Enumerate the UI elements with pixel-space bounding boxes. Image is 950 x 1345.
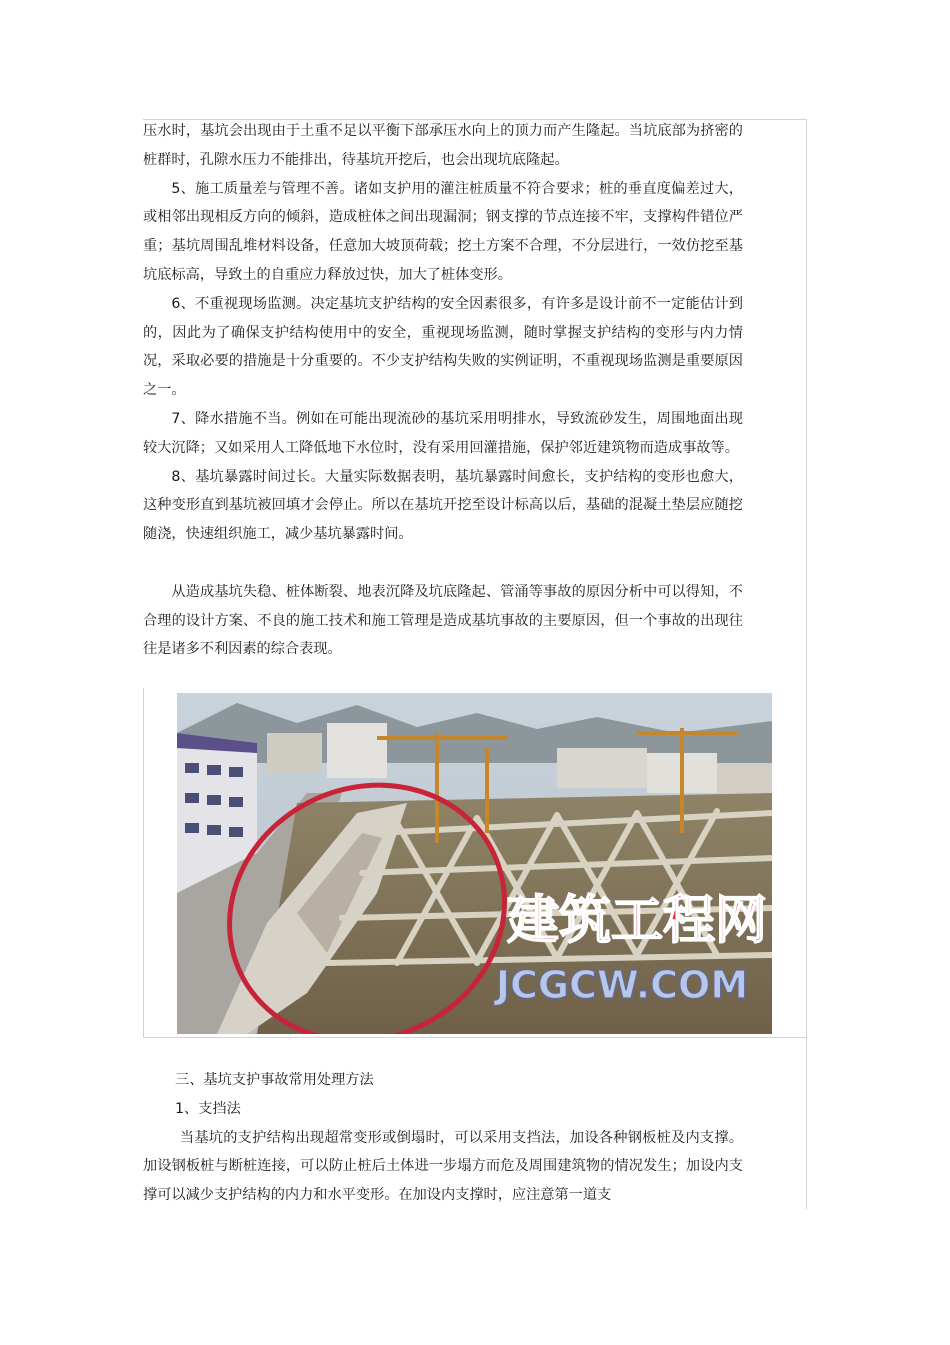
frame-left-line-image	[143, 688, 144, 1038]
frame-right-line	[806, 119, 807, 1209]
paragraph-summary: 从造成基坑失稳、桩体断裂、地表沉降及坑底隆起、管涌等事故的原因分析中可以得知，不合理的设计方案、不良的施工技术和施工管理是造成基坑事故的主要原因，但一个事故的出现往往是诸多不利因素的综合表现。	[143, 583, 743, 658]
watermark-chinese: 建筑工程网	[506, 891, 768, 951]
paragraph-item-5: 5、施工质量差与管理不善。诸如支护用的灌注桩质量不符合要求；桩的垂直度偏差过大，或相邻出现相反方向的倾斜，造成桩体之间出现漏洞；钢支撑的节点连接不牢，支撑构件错位严重；基坑周围乱堆材料设备，任意加大坡顶荷载；挖土方案不合理，不分层进行，一效仿挖至基坑底标高，导致土的自重应力释放过快，加大了桩体变形。	[143, 180, 743, 283]
collapse-photo-illustration	[177, 693, 772, 1034]
watermark-url: JCGCW.COM	[495, 963, 749, 1007]
paragraph-method-1: 当基坑的支护结构出现超常变形或倒塌时，可以采用支挡法，加设各种钢板桩及内支撑。加设钢板桩与断桩连接，可以防止桩后土体进一步塌方而危及周围建筑物的情况发生；加设内支撑可以减少支护结构的内力和水平变形。在加设内支撑时，应注意第一道支	[143, 1129, 743, 1204]
frame-divider-line	[143, 1037, 807, 1038]
collapse-photo	[177, 693, 772, 1034]
paragraph-item-6: 6、不重视现场监测。决定基坑支护结构的安全因素很多，有许多是设计前不一定能估计到的，因此为了确保支护结构使用中的安全，重视现场监测，随时掌握支护结构的变形与内力情况，采取必要的措施是十分重要的。不少支护结构失败的实例证明，不重视现场监测是重要原因之一。	[143, 295, 743, 399]
paragraph-item-8: 8、基坑暴露时间过长。大量实际数据表明，基坑暴露时间愈长，支护结构的变形也愈大，这种变形直到基坑被回填才会停止。所以在基坑开挖至设计标高以后，基础的混凝土垫层应随挖随浇，快速组织施工，减少基坑暴露时间。	[143, 468, 743, 543]
paragraph-gap	[143, 549, 743, 578]
paragraph-item-7: 7、降水措施不当。例如在可能出现流砂的基坑采用明排水，导致流砂发生，周围地面出现较大沉降；又如采用人工降低地下水位时，没有采用回灌措施，保护邻近建筑物而造成事故等。	[143, 410, 743, 456]
upper-text-block	[143, 117, 743, 664]
paragraph-continuation: 压水时，基坑会出现由于土重不足以平衡下部承压水向上的顶力而产生隆起。当坑底部为挤密的桩群时，孔隙水压力不能排出，待基坑开挖后，也会出现坑底隆起。	[143, 123, 743, 168]
subsection-heading: 1、支挡法	[175, 1100, 241, 1117]
lower-text-block	[143, 1066, 743, 1210]
section-heading: 三、基坑支护事故常用处理方法	[175, 1072, 374, 1088]
